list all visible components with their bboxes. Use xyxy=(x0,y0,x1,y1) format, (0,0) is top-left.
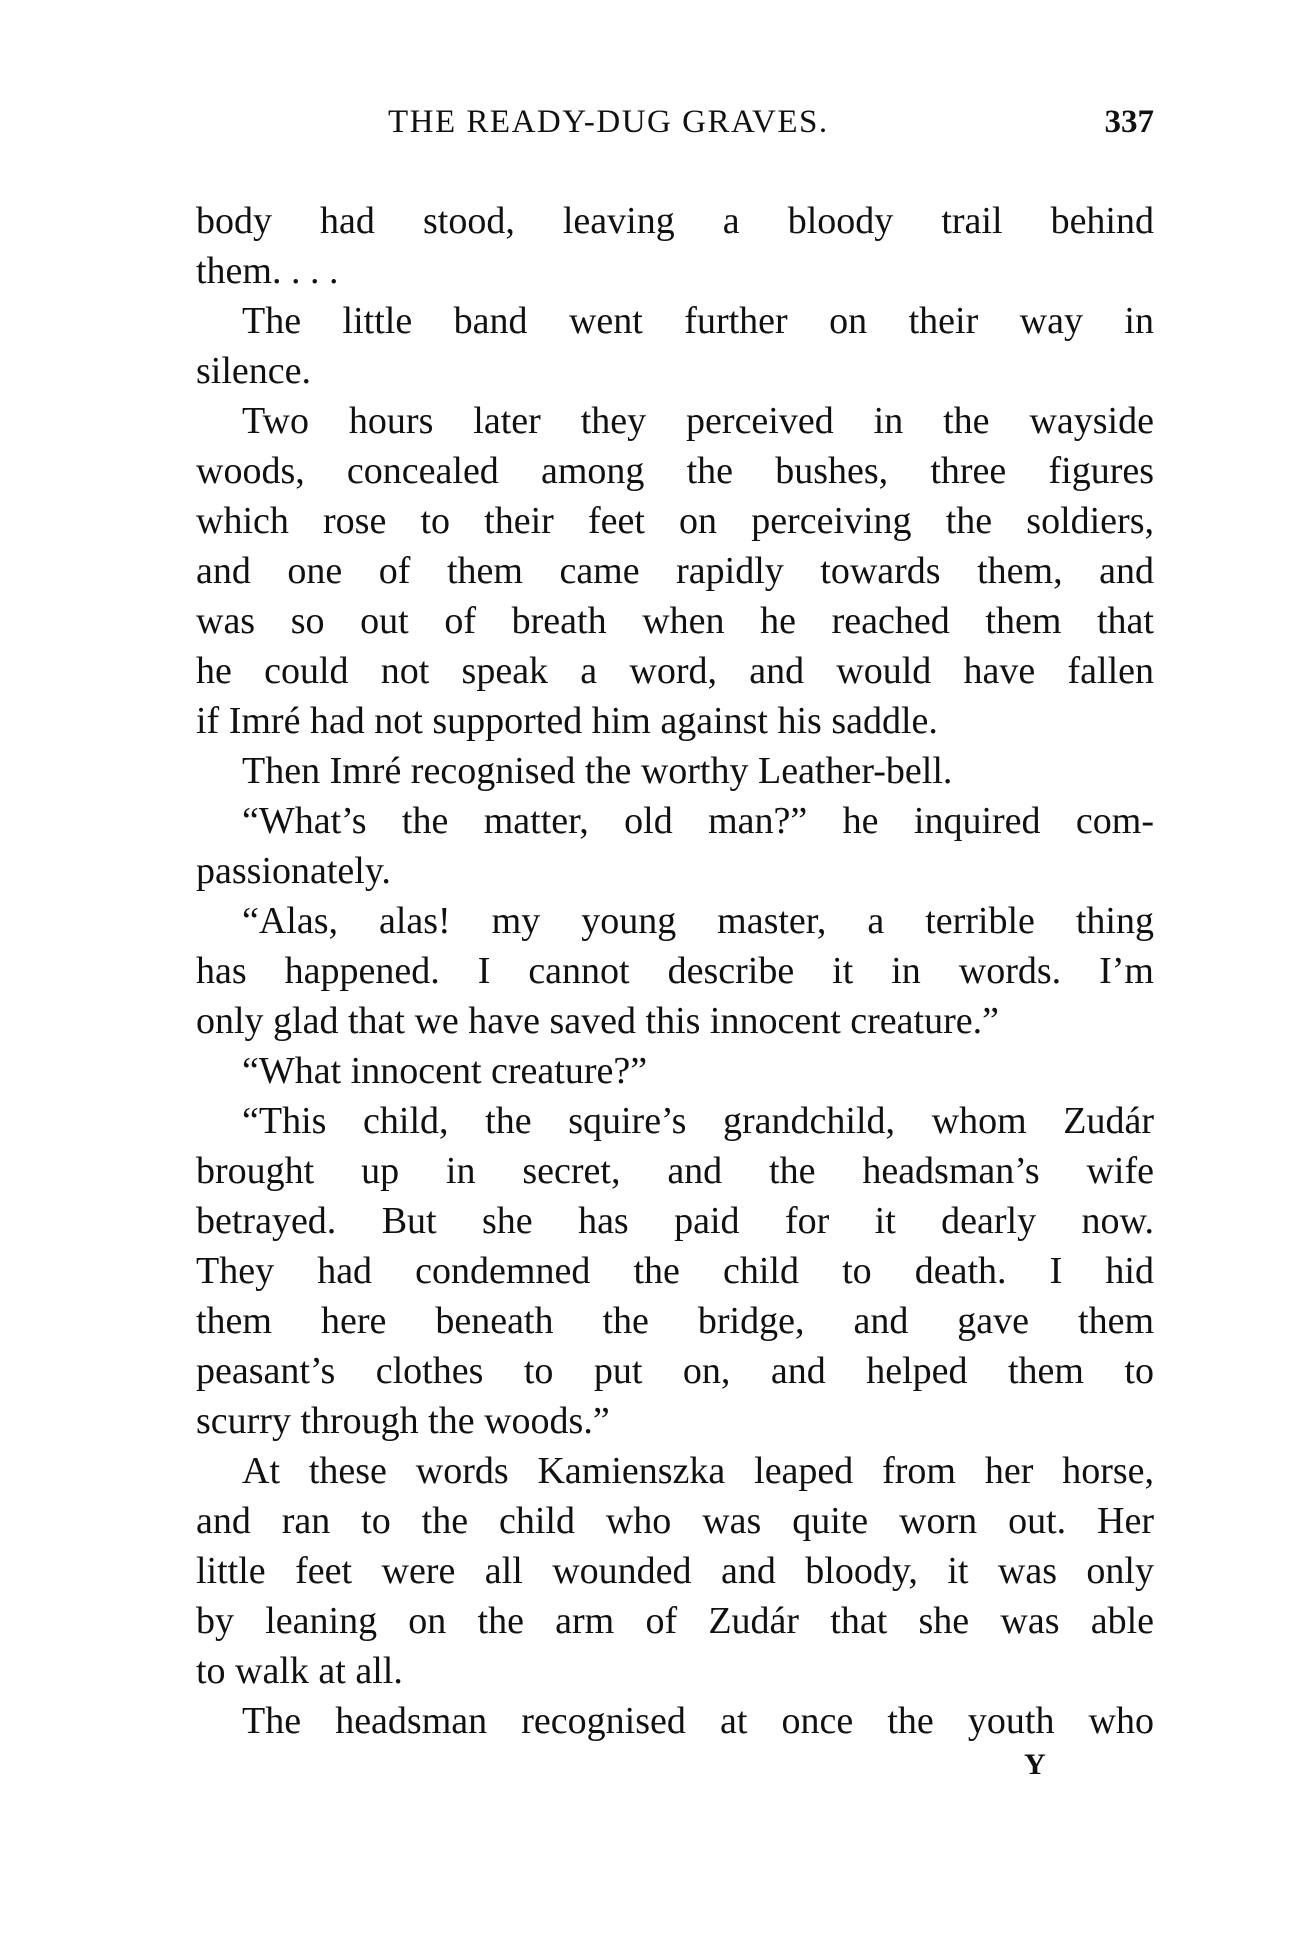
text-line: has happened. I cannot describe it in words. I’m xyxy=(196,950,1154,992)
text-line: silence. xyxy=(196,350,312,392)
text-line: if Imré had not supported him against his saddle. xyxy=(196,700,938,742)
text-line: by leaning on the arm of Zudár that she was able xyxy=(196,1600,1154,1642)
text-line: only glad that we have saved this innocent creature.” xyxy=(196,1000,999,1042)
page-number: 337 xyxy=(1104,104,1154,140)
text-line: “What’s the matter, old man?” he inquired com- xyxy=(242,800,1154,842)
text-line: The little band went further on their way in xyxy=(242,300,1154,342)
text-line: and one of them came rapidly towards them, and xyxy=(196,550,1154,592)
text-line: At these words Kamienszka leaped from her horse, xyxy=(242,1450,1154,1492)
paragraph xyxy=(196,396,1154,746)
page-header xyxy=(196,104,1154,148)
running-title: THE READY-DUG GRAVES. xyxy=(388,104,829,140)
text-line: he could not speak a word, and would have fallen xyxy=(196,650,1154,692)
text-line: They had condemned the child to death. I hid xyxy=(196,1250,1154,1292)
text-line: betrayed. But she has paid for it dearly now. xyxy=(196,1200,1154,1242)
paragraph xyxy=(196,196,1154,296)
text-line: woods, concealed among the bushes, three figures xyxy=(196,450,1154,492)
text-line: to walk at all. xyxy=(196,1650,403,1692)
paragraph xyxy=(196,1096,1154,1446)
text-line: body had stood, leaving a bloody trail behind xyxy=(196,200,1154,242)
text-line: “Alas, alas! my young master, a terrible thing xyxy=(242,900,1154,942)
paragraph xyxy=(196,746,1154,796)
text-line: was so out of breath when he reached them that xyxy=(196,600,1154,642)
text-line: Then Imré recognised the worthy Leather-bell. xyxy=(242,750,953,792)
paragraph xyxy=(196,896,1154,1046)
text-line: “This child, the squire’s grandchild, whom Zudár xyxy=(242,1100,1154,1142)
text-line: brought up in secret, and the headsman’s wife xyxy=(196,1150,1154,1192)
text-line: Two hours later they perceived in the wayside xyxy=(242,400,1154,442)
text-line: them here beneath the bridge, and gave them xyxy=(196,1300,1154,1342)
paragraph xyxy=(196,1046,1154,1096)
text-line: The headsman recognised at once the youth who xyxy=(242,1700,1154,1742)
signature-mark: Y xyxy=(1024,1748,1046,1781)
paragraph xyxy=(196,296,1154,396)
text-line: and ran to the child who was quite worn out. Her xyxy=(196,1500,1154,1542)
text-line: which rose to their feet on perceiving the soldiers, xyxy=(196,500,1154,542)
paragraph xyxy=(196,1446,1154,1696)
body-text xyxy=(196,196,1154,1746)
paragraph xyxy=(196,796,1154,896)
text-line: passionately. xyxy=(196,850,391,892)
paragraph xyxy=(196,1696,1154,1746)
text-line: peasant’s clothes to put on, and helped them to xyxy=(196,1350,1154,1392)
text-line: them. . . . xyxy=(196,250,339,292)
text-line: scurry through the woods.” xyxy=(196,1400,610,1442)
text-line: “What innocent creature?” xyxy=(242,1050,648,1092)
text-line: little feet were all wounded and bloody, it was only xyxy=(196,1550,1154,1592)
